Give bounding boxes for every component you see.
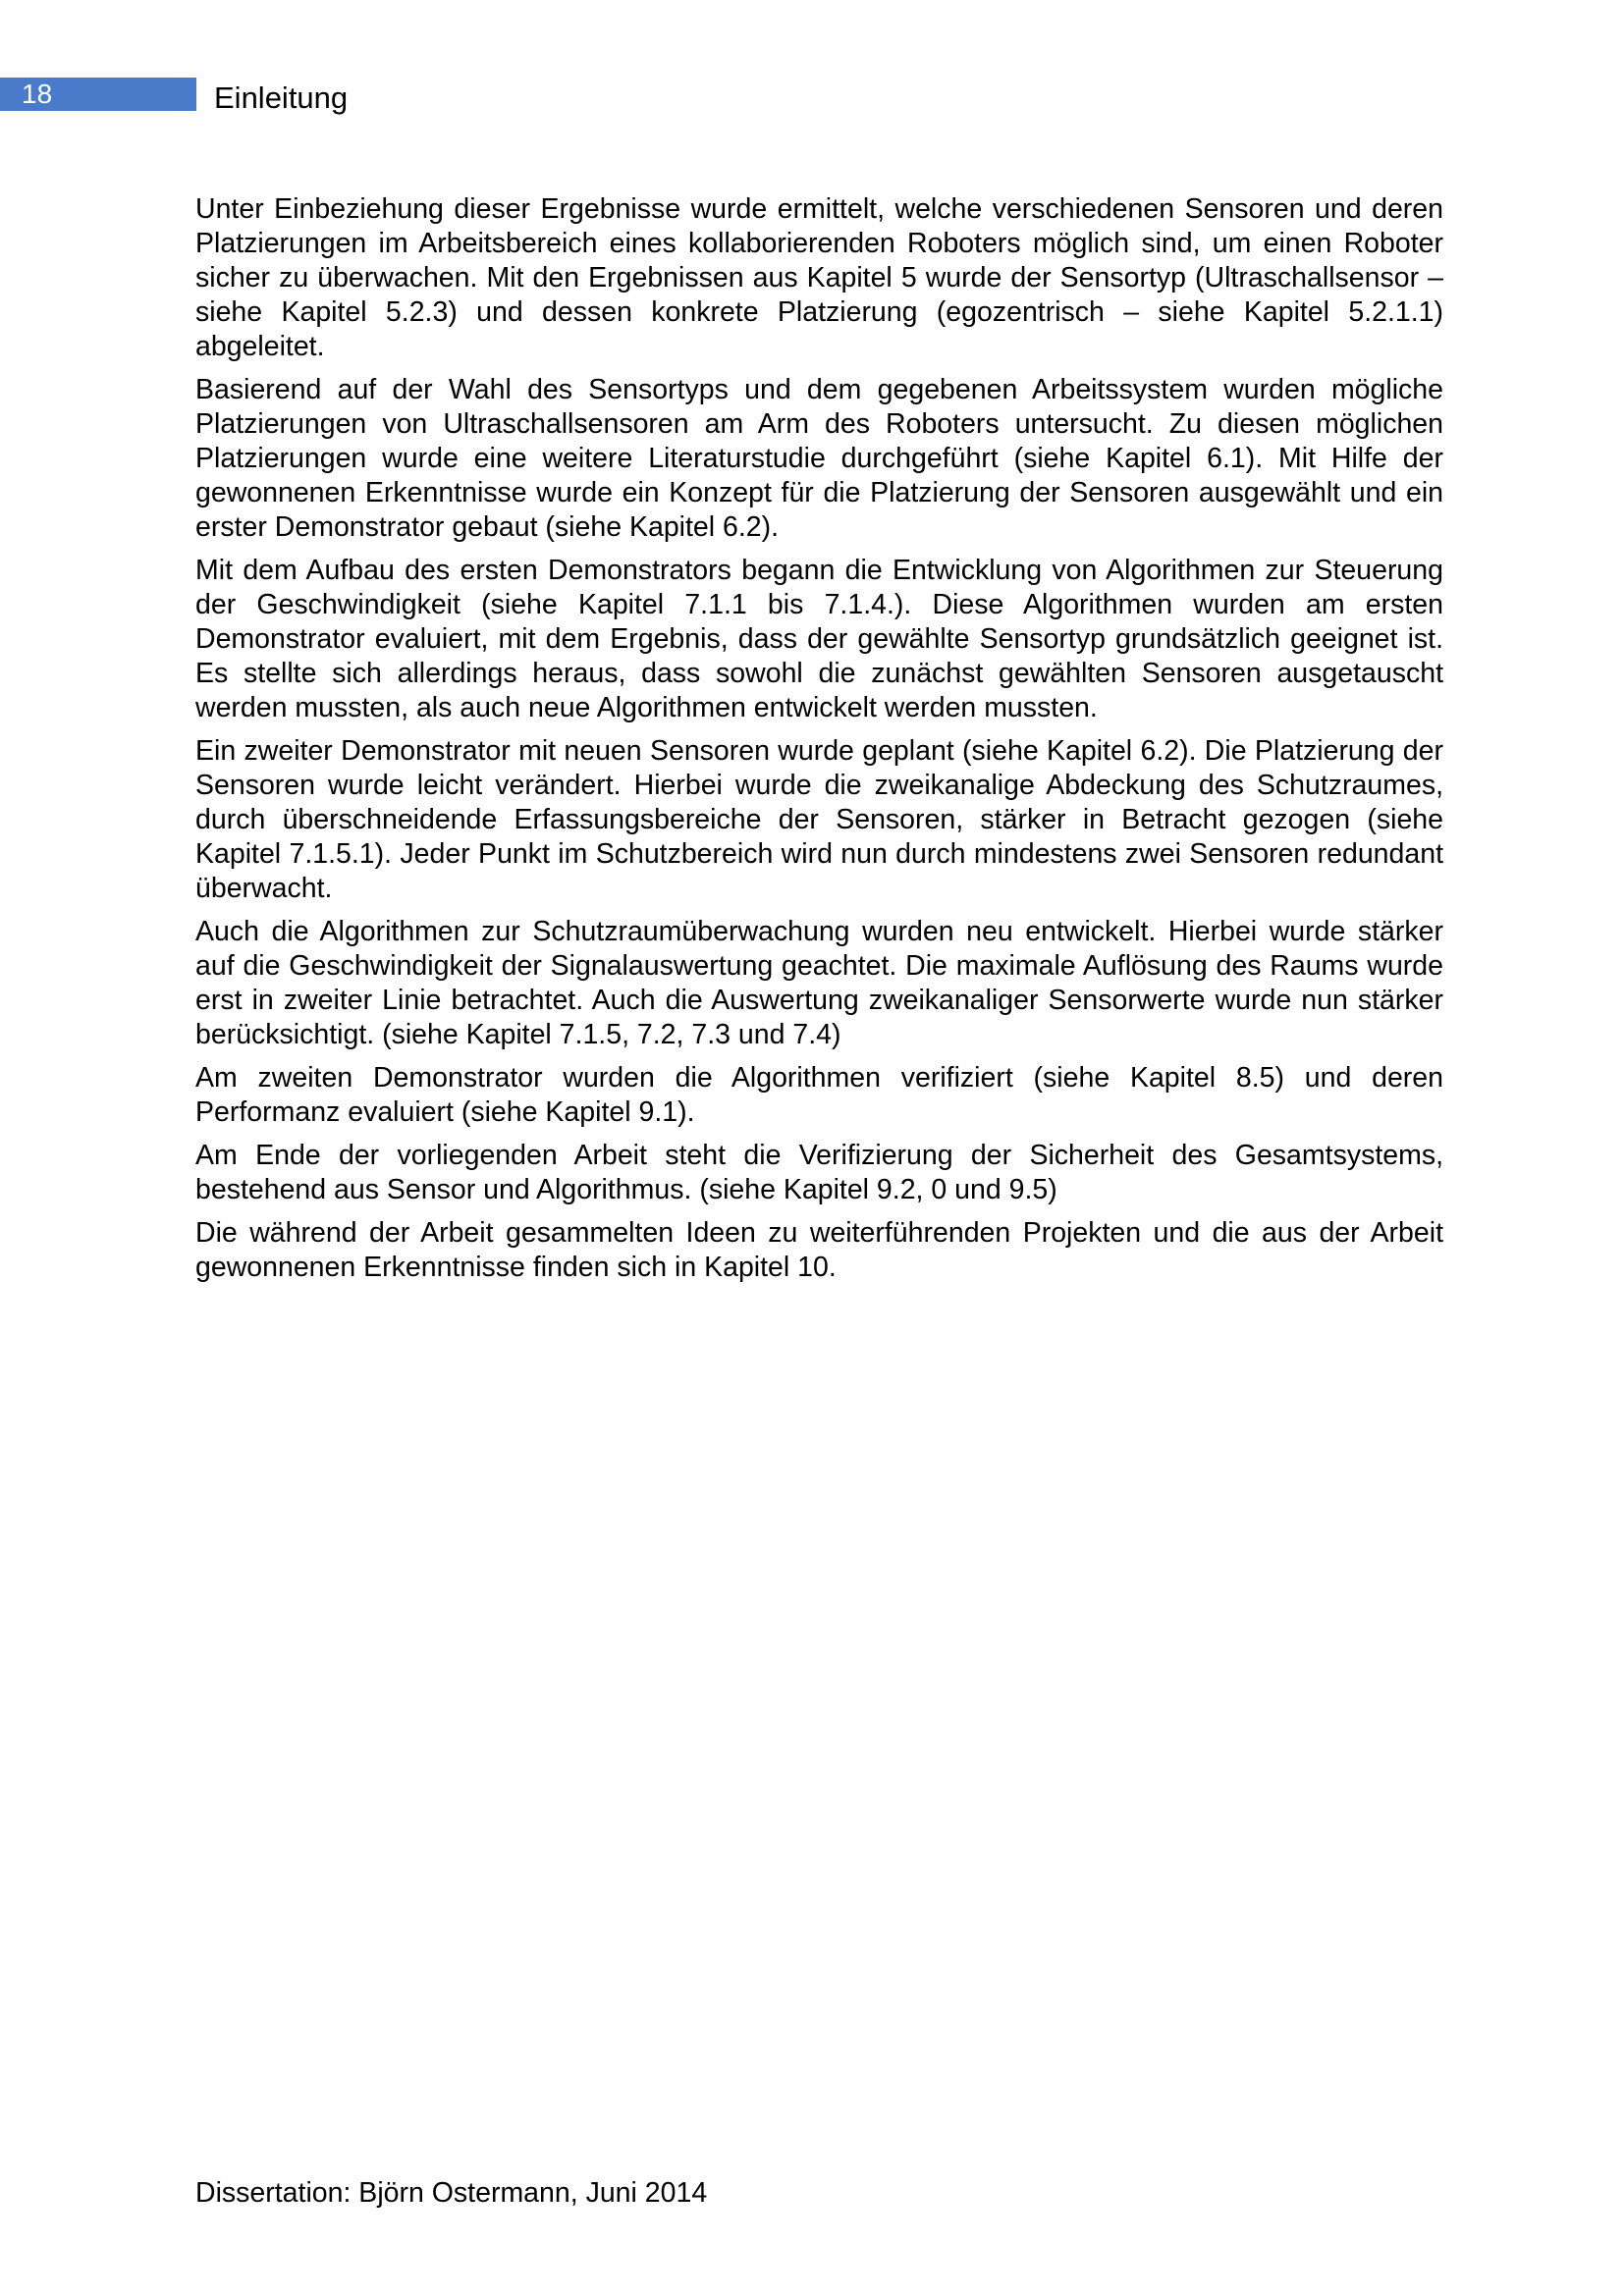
- body-text: [195, 192, 1443, 1294]
- page-number: [0, 78, 196, 111]
- paragraph: Die während der Arbeit gesammelten Ideen zu weiterführenden Projekten und die aus der Arbeit gewonnenen Erkenntnisse finden sich in Kapitel 10.: [195, 1217, 1443, 1283]
- page-footer: Dissertation: Björn Ostermann, Juni 2014: [195, 2177, 708, 2209]
- paragraph: Am Ende der vorliegenden Arbeit steht die Verifizierung der Sicherheit des Gesamtsystems, bestehend aus Sensor und Algorithmus. (siehe Kapitel 9.2, 0 und 9.5): [195, 1140, 1443, 1205]
- paragraph: Mit dem Aufbau des ersten Demonstrators begann die Entwicklung von Algorithmen zur Steuerung der Geschwindigkeit (siehe Kapitel 7.1.1 bis 7.1.4.). Diese Algorithmen wurden am ersten Demonstrator evaluiert, mit dem Ergebnis, dass der gewählte Sensortyp grundsätzlich geeignet ist. Es stellte sich allerdings heraus, dass sowohl die zunächst gewählten Sensoren ausgetauscht werden mussten, als auch neue Algorithmen entwickelt werden mussten.: [195, 555, 1443, 723]
- paragraph: Unter Einbeziehung dieser Ergebnisse wurde ermittelt, welche verschiedenen Sensoren und deren Platzierungen im Arbeitsbereich eines kollaborierenden Roboters möglich sind, um einen Roboter sicher zu überwachen. Mit den Ergebnissen aus Kapitel 5 wurde der Sensortyp (Ultraschallsensor – siehe Kapitel 5.2.3) und dessen konkrete Platzierung (egozentrisch – siehe Kapitel 5.2.1.1) abgeleitet.: [195, 193, 1443, 362]
- paragraph: Am zweiten Demonstrator wurden die Algorithmen verifiziert (siehe Kapitel 8.5) und deren Performanz evaluiert (siehe Kapitel 9.1).: [195, 1062, 1443, 1128]
- chapter-title: Einleitung: [214, 80, 349, 115]
- paragraph: Basierend auf der Wahl des Sensortyps und dem gegebenen Arbeitssystem wurden mögliche Platzierungen von Ultraschallsensoren am Arm des Roboters untersucht. Zu diesen möglichen Platzierungen wurde eine weitere Literaturstudie durchgeführt (siehe Kapitel 6.1). Mit Hilfe der gewonnenen Erkenntnisse wurde ein Konzept für die Platzierung der Sensoren ausgewählt und ein erster Demonstrator gebaut (siehe Kapitel 6.2).: [195, 374, 1443, 543]
- paragraph: Ein zweiter Demonstrator mit neuen Sensoren wurde geplant (siehe Kapitel 6.2). Die Platzierung der Sensoren wurde leicht verändert. Hierbei wurde die zweikanalige Abdeckung des Schutzraumes, durch überschneidende Erfassungsbereiche der Sensoren, stärker in Betracht gezogen (siehe Kapitel 7.1.5.1). Jeder Punkt im Schutzbereich wird nun durch mindestens zwei Sensoren redundant überwacht.: [195, 735, 1443, 904]
- paragraph: Auch die Algorithmen zur Schutzraumüberwachung wurden neu entwickelt. Hierbei wurde stärker auf die Geschwindigkeit der Signalauswertung geachtet. Die maximale Auflösung des Raums wurde erst in zweiter Linie betrachtet. Auch die Auswertung zweikanaliger Sensorwerte wurde nun stärker berücksichtigt. (siehe Kapitel 7.1.5, 7.2, 7.3 und 7.4): [195, 916, 1443, 1050]
- page-number-text: 18: [22, 79, 53, 109]
